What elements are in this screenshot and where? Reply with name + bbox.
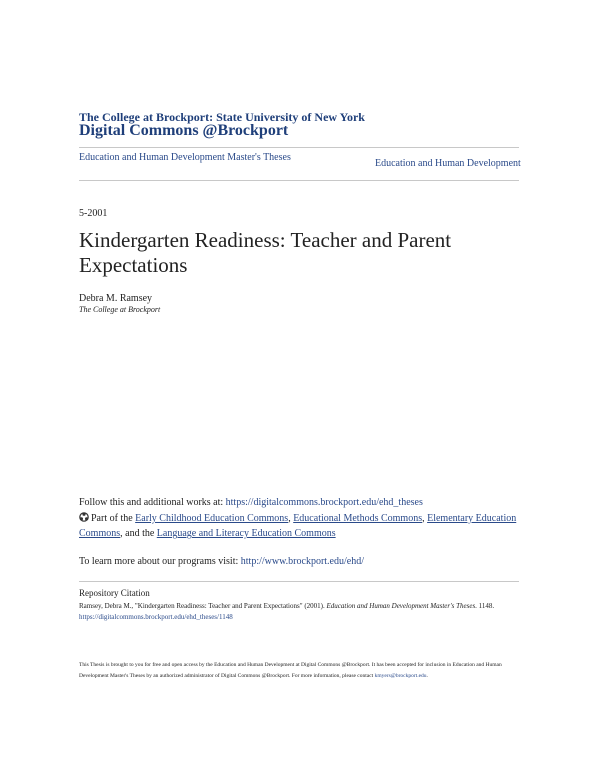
notice-text: This Thesis is brought to you for free and open access by the Education and Human Development at Digital Commons @Brockport. It has been accepted for inclusion in Education and Human Development Master's Theses by an authorized administrator of Digital Commons @Brockport. For more information, please contact	[79, 662, 502, 679]
part-of-prefix: Part of the	[91, 513, 136, 524]
separator: ,	[288, 513, 294, 524]
separator: ,	[422, 513, 428, 524]
network-icon	[79, 512, 89, 522]
divider	[79, 180, 519, 181]
contact-email-link[interactable]: kmyers@brockport.edu	[374, 673, 427, 679]
divider	[79, 581, 519, 582]
repository-name[interactable]: Digital Commons @Brockport	[79, 122, 289, 139]
citation-series: Education and Human Development Master's Theses	[326, 602, 476, 610]
follow-link[interactable]: https://digitalcommons.brockport.edu/ehd_theses	[225, 497, 423, 508]
follow-line	[79, 495, 529, 510]
part-of-line	[79, 511, 529, 541]
commons-link-elementary-education[interactable]: Elementary Education Commons	[79, 513, 517, 539]
learn-more-line	[79, 554, 529, 569]
citation-url[interactable]: https://digitalcommons.brockport.edu/ehd_theses/1148	[79, 613, 233, 621]
commons-link-language-literacy[interactable]: Language and Literacy Education Commons	[156, 528, 336, 539]
divider	[79, 147, 519, 148]
commons-link-educational-methods[interactable]: Educational Methods Commons	[293, 513, 423, 524]
publication-date: 5-2001	[79, 208, 108, 219]
citation-body	[79, 601, 519, 623]
author-name: Debra M. Ramsey	[79, 293, 153, 304]
access-notice	[79, 660, 519, 682]
notice-end: .	[426, 673, 428, 679]
institution-name: The College at Brockport: State University of New York	[79, 110, 365, 124]
citation-text: Ramsey, Debra M., "Kindergarten Readiness: Teacher and Parent Expectations" (2001).	[79, 602, 327, 610]
commons-link-early-childhood[interactable]: Early Childhood Education Commons	[135, 513, 289, 524]
document-title: Kindergarten Readiness: Teacher and Parent Expectations	[79, 228, 452, 277]
learn-more-label: To learn more about our programs visit:	[79, 556, 241, 567]
citation-number: . 1148.	[475, 602, 495, 610]
department-link[interactable]: Education and Human Development	[375, 158, 521, 169]
series-link[interactable]: Education and Human Development Master's Theses	[79, 152, 291, 163]
follow-label: Follow this and additional works at:	[79, 497, 226, 508]
separator: , and the	[120, 528, 157, 539]
programs-link[interactable]: http://www.brockport.edu/ehd/	[240, 556, 364, 567]
citation-heading: Repository Citation	[79, 588, 150, 598]
author-affiliation: The College at Brockport	[79, 305, 161, 314]
